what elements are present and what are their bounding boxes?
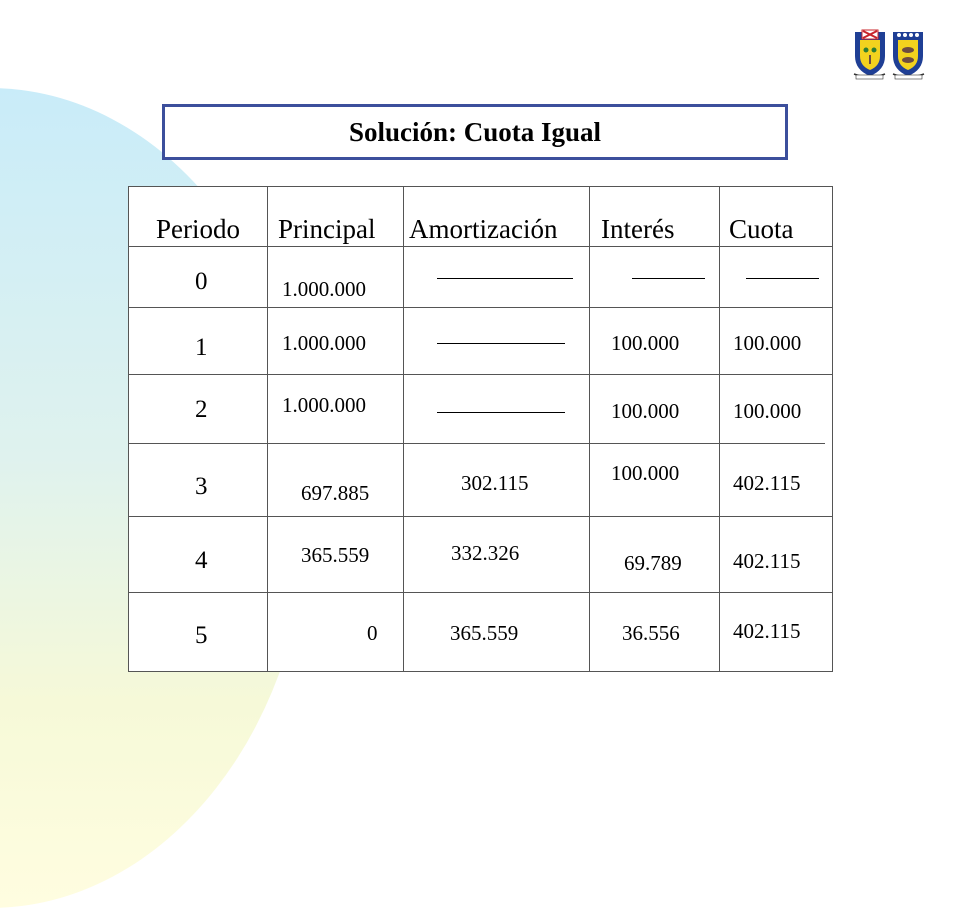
periodo-cell: 1 — [195, 334, 208, 361]
header-periodo: Periodo — [156, 214, 240, 244]
principal-cell: 0 — [367, 621, 378, 645]
empty-value-dash — [437, 278, 573, 279]
university-crest-icon — [852, 28, 926, 82]
grid-line-vertical — [589, 187, 590, 671]
grid-line-horizontal — [129, 374, 832, 375]
amortization-table — [128, 186, 833, 672]
interes-cell: 100.000 — [611, 331, 680, 355]
grid-line-vertical — [719, 187, 720, 671]
empty-value-dash — [437, 412, 565, 413]
header-principal: Principal — [278, 214, 376, 244]
cuota-cell: 402.115 — [733, 619, 801, 643]
grid-line-vertical — [403, 187, 404, 671]
cuota-cell: 402.115 — [733, 549, 801, 573]
principal-cell: 365.559 — [301, 543, 370, 567]
header-amortizacion: Amortización — [409, 214, 558, 244]
cuota-cell: 402.115 — [733, 471, 801, 495]
grid-line-horizontal — [129, 307, 832, 308]
grid-line-vertical — [267, 187, 268, 671]
amortizacion-cell: 302.115 — [461, 471, 529, 495]
slide-title-box — [162, 104, 788, 160]
interes-cell: 100.000 — [611, 399, 680, 423]
periodo-cell: 0 — [195, 268, 208, 295]
periodo-cell: 5 — [195, 622, 208, 649]
grid-line-horizontal — [129, 592, 832, 593]
grid-line-horizontal — [129, 516, 832, 517]
grid-line-horizontal — [129, 246, 832, 247]
header-interes: Interés — [601, 214, 675, 244]
principal-cell: 1.000.000 — [282, 277, 366, 301]
periodo-cell: 3 — [195, 473, 208, 500]
slide-title: Solución: Cuota Igual — [348, 116, 602, 147]
empty-value-dash — [746, 278, 819, 279]
grid-line-horizontal — [129, 443, 825, 444]
cuota-cell: 100.000 — [733, 399, 802, 423]
principal-cell: 1.000.000 — [282, 331, 366, 355]
periodo-cell: 4 — [195, 547, 208, 574]
empty-value-dash — [632, 278, 705, 279]
interes-cell: 100.000 — [611, 461, 680, 485]
principal-cell: 697.885 — [301, 481, 370, 505]
interes-cell: 69.789 — [624, 551, 682, 575]
principal-cell: 1.000.000 — [282, 393, 366, 417]
interes-cell: 36.556 — [622, 621, 680, 645]
amortizacion-cell: 332.326 — [451, 541, 520, 565]
amortizacion-cell: 365.559 — [450, 621, 519, 645]
periodo-cell: 2 — [195, 396, 208, 423]
empty-value-dash — [437, 343, 565, 344]
header-cuota: Cuota — [729, 214, 794, 244]
cuota-cell: 100.000 — [733, 331, 802, 355]
